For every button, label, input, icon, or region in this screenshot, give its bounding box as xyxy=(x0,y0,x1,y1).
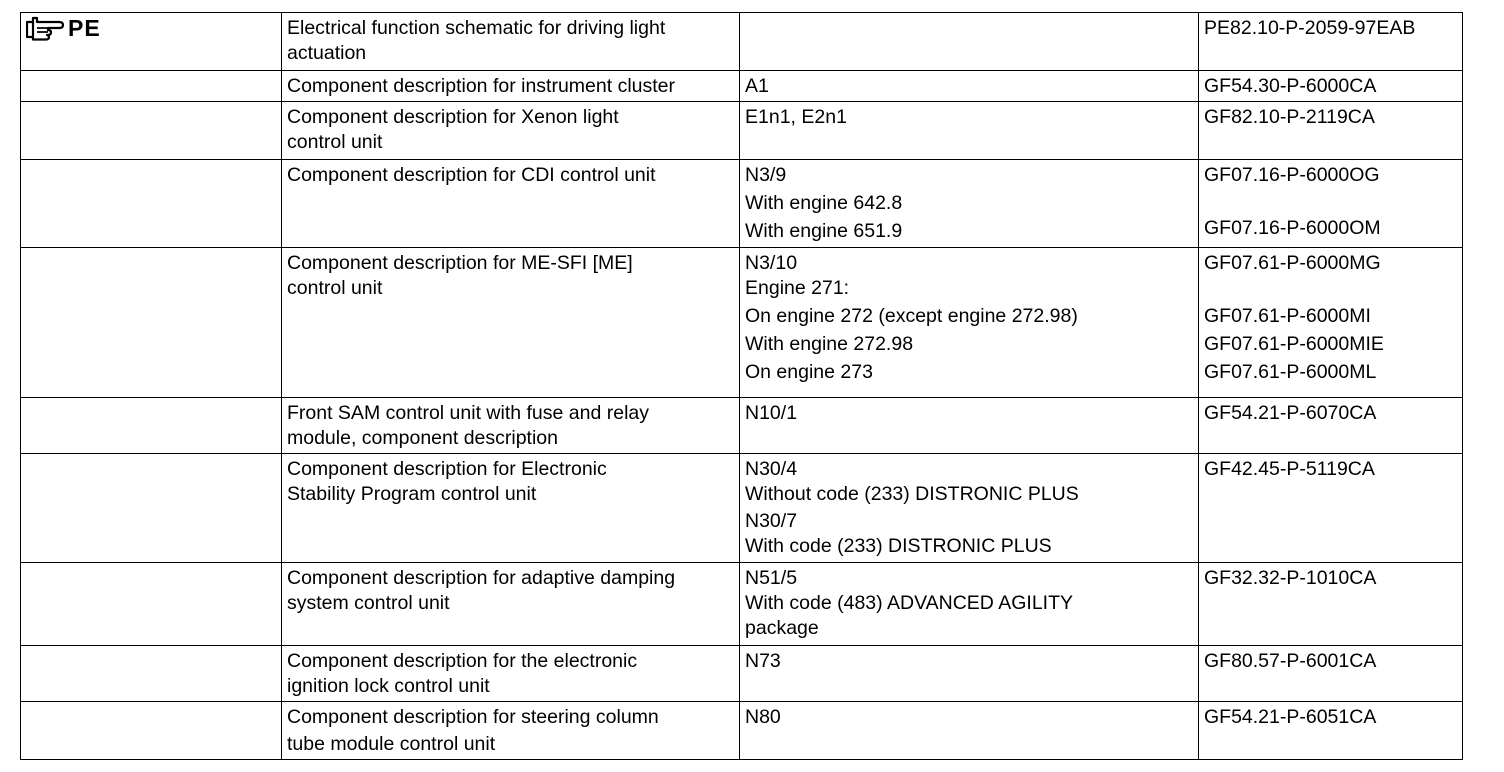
document-number: GF07.16-P-6000OG xyxy=(1204,164,1380,186)
document-number: GF07.61-P-6000MG xyxy=(1204,252,1381,274)
document-cell xyxy=(1199,71,1463,102)
component-cell xyxy=(740,398,1199,454)
document-number: GF07.61-P-6000MIE xyxy=(1204,333,1384,355)
component-line: On engine 273 xyxy=(745,361,873,383)
component-line: Without code (233) DISTRONIC PLUS xyxy=(745,483,1079,505)
description-line: Component description for Electronic xyxy=(287,458,607,480)
document-number: PE82.10-P-2059-97EAB xyxy=(1204,17,1416,39)
table-row xyxy=(21,102,1463,160)
description-line: Component description for Xenon light xyxy=(287,106,619,128)
pointing-hand-icon xyxy=(26,16,64,41)
component-line: A1 xyxy=(745,75,769,97)
description-line: Electrical function schematic for driving light xyxy=(287,17,666,39)
document-cell xyxy=(1199,160,1463,248)
component-line: With code (483) ADVANCED AGILITY xyxy=(745,592,1074,614)
component-cell xyxy=(740,71,1199,102)
component-cell xyxy=(740,646,1199,702)
description-line: Stability Program control unit xyxy=(287,483,537,505)
document-cell xyxy=(1199,702,1463,760)
component-line: N73 xyxy=(745,650,781,672)
document-cell xyxy=(1199,646,1463,702)
component-line: E1n1, E2n1 xyxy=(745,106,847,128)
table-row xyxy=(21,702,1463,760)
component-cell xyxy=(740,563,1199,646)
description-cell xyxy=(282,71,740,102)
description-cell xyxy=(282,702,740,760)
document-cell xyxy=(1199,398,1463,454)
document-number: GF54.21-P-6070CA xyxy=(1204,402,1377,424)
component-line: package xyxy=(745,617,819,639)
description-line: Front SAM control unit with fuse and relay xyxy=(287,402,649,424)
description-line: system control unit xyxy=(287,592,450,614)
description-line: module, component description xyxy=(287,427,558,449)
component-line: With code (233) DISTRONIC PLUS xyxy=(745,535,1052,557)
description-line: Component description for CDI control unit xyxy=(287,164,656,186)
table-row xyxy=(21,160,1463,248)
reference-marker xyxy=(26,16,276,41)
reference-table xyxy=(20,12,1463,760)
description-line: control unit xyxy=(287,277,383,299)
description-line: Component description for steering column xyxy=(287,706,659,728)
document-cell xyxy=(1199,13,1463,71)
description-cell xyxy=(282,398,740,454)
document-cell xyxy=(1199,563,1463,646)
table-row xyxy=(21,646,1463,702)
document-cell xyxy=(1199,102,1463,160)
marker-cell xyxy=(21,248,282,398)
marker-cell xyxy=(21,160,282,248)
description-line: Component description for instrument cluster xyxy=(287,75,676,97)
table-row xyxy=(21,13,1463,71)
description-cell xyxy=(282,102,740,160)
marker-cell xyxy=(21,702,282,760)
document-number: GF54.21-P-6051CA xyxy=(1204,706,1377,728)
marker-cell xyxy=(21,398,282,454)
component-cell xyxy=(740,702,1199,760)
description-cell xyxy=(282,454,740,563)
table-row xyxy=(21,398,1463,454)
description-line: tube module control unit xyxy=(287,733,496,755)
document-cell xyxy=(1199,454,1463,563)
document-number: GF07.61-P-6000ML xyxy=(1204,361,1377,383)
marker-label: PE xyxy=(68,15,101,41)
component-line: N80 xyxy=(745,706,781,728)
table-row xyxy=(21,563,1463,646)
component-line: N3/9 xyxy=(745,164,787,186)
marker-cell xyxy=(21,13,282,71)
document-number: GF42.45-P-5119CA xyxy=(1204,458,1375,480)
document-number: GF07.16-P-6000OM xyxy=(1204,217,1381,239)
component-line: Engine 271: xyxy=(745,277,850,299)
document-number: GF32.32-P-1010CA xyxy=(1204,567,1377,589)
table-row xyxy=(21,454,1463,563)
component-cell xyxy=(740,13,1199,71)
description-line: Component description for adaptive damping xyxy=(287,567,676,589)
document-number: GF54.30-P-6000CA xyxy=(1204,75,1377,97)
description-cell xyxy=(282,160,740,248)
component-line: With engine 642.8 xyxy=(745,192,903,214)
component-line: With engine 651.9 xyxy=(745,220,903,242)
description-cell xyxy=(282,563,740,646)
component-cell xyxy=(740,160,1199,248)
component-cell xyxy=(740,454,1199,563)
marker-cell xyxy=(21,563,282,646)
component-line: N30/4 xyxy=(745,458,798,480)
component-line: N30/7 xyxy=(745,510,798,532)
description-line: Component description for ME-SFI [ME] xyxy=(287,252,633,274)
description-line: control unit xyxy=(287,131,383,153)
table-row xyxy=(21,248,1463,398)
description-line: ignition lock control unit xyxy=(287,675,490,697)
description-cell xyxy=(282,646,740,702)
description-cell xyxy=(282,13,740,71)
table-row xyxy=(21,71,1463,102)
document-number: GF80.57-P-6001CA xyxy=(1204,650,1377,672)
document-cell xyxy=(1199,248,1463,398)
marker-cell xyxy=(21,102,282,160)
document-number: GF07.61-P-6000MI xyxy=(1204,305,1371,327)
component-line: On engine 272 (except engine 272.98) xyxy=(745,305,1078,327)
marker-cell xyxy=(21,646,282,702)
marker-cell xyxy=(21,71,282,102)
description-cell xyxy=(282,248,740,398)
description-line: actuation xyxy=(287,42,367,64)
marker-cell xyxy=(21,454,282,563)
component-cell xyxy=(740,248,1199,398)
component-line: N3/10 xyxy=(745,252,798,274)
description-line: Component description for the electronic xyxy=(287,650,638,672)
component-line: N51/5 xyxy=(745,567,798,589)
component-line: With engine 272.98 xyxy=(745,333,914,355)
document-number: GF82.10-P-2119CA xyxy=(1204,106,1375,128)
component-cell xyxy=(740,102,1199,160)
component-line: N10/1 xyxy=(745,402,798,424)
